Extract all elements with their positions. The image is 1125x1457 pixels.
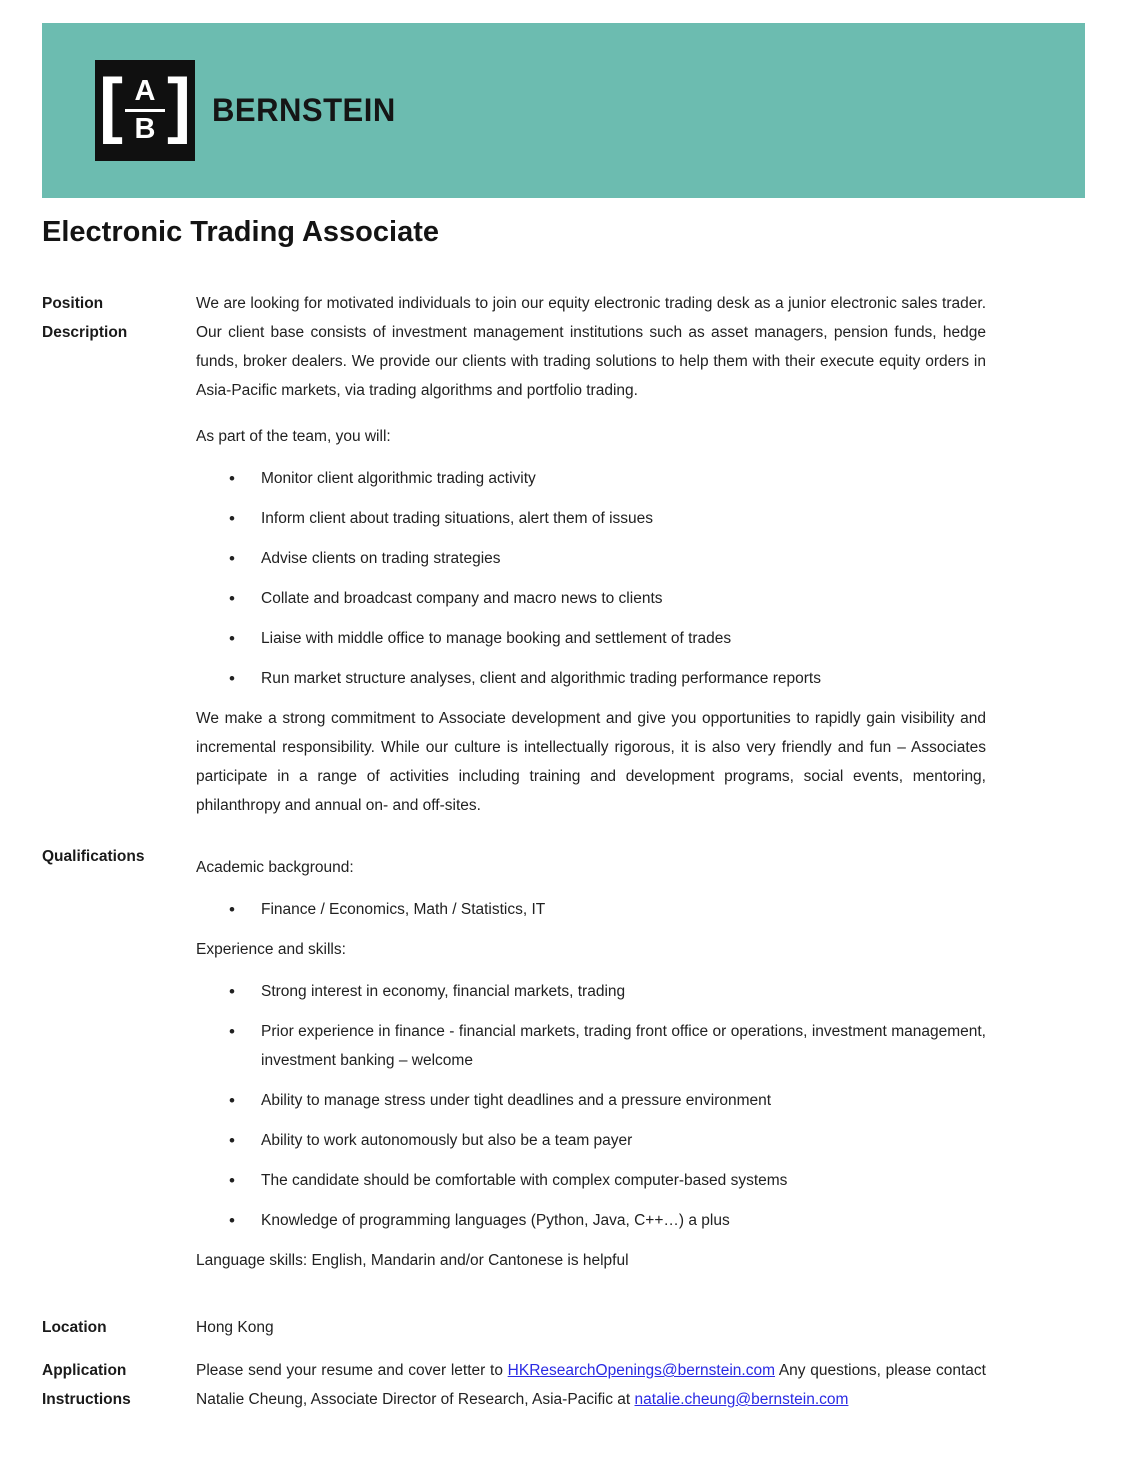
academic-background-heading: Academic background: [196, 859, 354, 876]
application-instructions-text [196, 1356, 986, 1414]
position-description-content [196, 289, 986, 820]
label-line: Application [42, 1362, 127, 1379]
list-item: • Finance / Economics, Math / Statistics, IT [196, 895, 986, 924]
list-item: • Prior experience in finance - financial markets, trading front office or operations, investment management, investment banking – welcome [196, 1017, 986, 1075]
position-paragraph-1: We are looking for motivated individuals to join our equity electronic trading desk as a junior electronic sales trader. Our client base consists of investment management institutions such as asset managers, pension funds, hedge funds, broker dealers. We provide our clients with trading solutions to help them with their execute equity orders in Asia-Pacific markets, via trading algorithms and portfolio trading. [196, 295, 986, 399]
logo-letter-b: B [134, 113, 156, 145]
list-item: • Collate and broadcast company and macro news to clients [196, 584, 986, 613]
page-title: Electronic Trading Associate [42, 216, 439, 248]
logo-letter-a: A [134, 75, 156, 107]
header-banner [42, 23, 1085, 198]
location-label: Location [42, 1319, 107, 1336]
logo-bracket-left-icon: [ [99, 65, 123, 146]
position-paragraph-2: We make a strong commitment to Associate development and give you opportunities to rapidly gain visibility and incremental responsibility. While our culture is intellectually rigorous, it is also very friendly and fun – Associates participate in a range of activities including training and development programs, social events, mentoring, philanthropy and annual on- and off-sites. [196, 710, 986, 814]
location-content [196, 1313, 986, 1342]
list-item: • Ability to manage stress under tight deadlines and a pressure environment [196, 1086, 986, 1115]
qualifications-label: Qualifications [42, 848, 145, 865]
section-qualifications [42, 842, 1125, 1275]
natalie-cheung-email-link[interactable]: natalie.cheung@bernstein.com [634, 1391, 849, 1408]
logo-divider-line [125, 109, 165, 112]
academic-background-list [196, 895, 986, 924]
hk-research-openings-email-link[interactable]: HKResearchOpenings@bernstein.com [507, 1362, 775, 1379]
position-description-label [42, 289, 196, 820]
brand-name: BERNSTEIN [212, 92, 396, 128]
list-item: • Run market structure analyses, client and algorithmic trading performance reports [196, 664, 986, 693]
list-item: • The candidate should be comfortable with complex computer-based systems [196, 1166, 986, 1195]
logo-ab-monogram [125, 77, 165, 144]
list-item: • Advise clients on trading strategies [196, 544, 986, 573]
list-item: • Strong interest in economy, financial markets, trading [196, 977, 986, 1006]
label-line: Instructions [42, 1391, 131, 1408]
list-item: • Monitor client algorithmic trading activity [196, 464, 986, 493]
label-line: Description [42, 324, 128, 341]
application-text-middle: Any questions, please contact Natalie Cheung, Associate Director of Research, Asia-Pacific at [196, 1362, 986, 1408]
list-item: • Ability to work autonomously but also be a team payer [196, 1126, 986, 1155]
section-position-description [42, 289, 1125, 820]
team-intro-line: As part of the team, you will: [196, 428, 391, 445]
ab-logo [95, 60, 195, 161]
label-line: Position [42, 295, 104, 312]
experience-skills-list [196, 977, 986, 1235]
document-body [42, 289, 1125, 1414]
language-skills-note: Language skills: English, Mandarin and/or Cantonese is helpful [196, 1252, 629, 1269]
location-value: Hong Kong [196, 1319, 274, 1336]
logo-bracket-right-icon: ] [167, 65, 191, 146]
responsibilities-list [196, 464, 986, 693]
experience-skills-heading: Experience and skills: [196, 941, 346, 958]
qualifications-content [196, 842, 986, 1275]
list-item: • Knowledge of programming languages (Python, Java, C++…) a plus [196, 1206, 986, 1235]
application-text-before-link: Please send your resume and cover letter to [196, 1362, 508, 1379]
application-instructions-content [196, 1356, 986, 1414]
list-item: • Liaise with middle office to manage booking and settlement of trades [196, 624, 986, 653]
section-location [42, 1313, 1125, 1342]
section-application-instructions [42, 1356, 1125, 1414]
list-item: • Inform client about trading situations, alert them of issues [196, 504, 986, 533]
application-instructions-label [42, 1356, 196, 1414]
job-posting-page [0, 23, 1125, 1414]
